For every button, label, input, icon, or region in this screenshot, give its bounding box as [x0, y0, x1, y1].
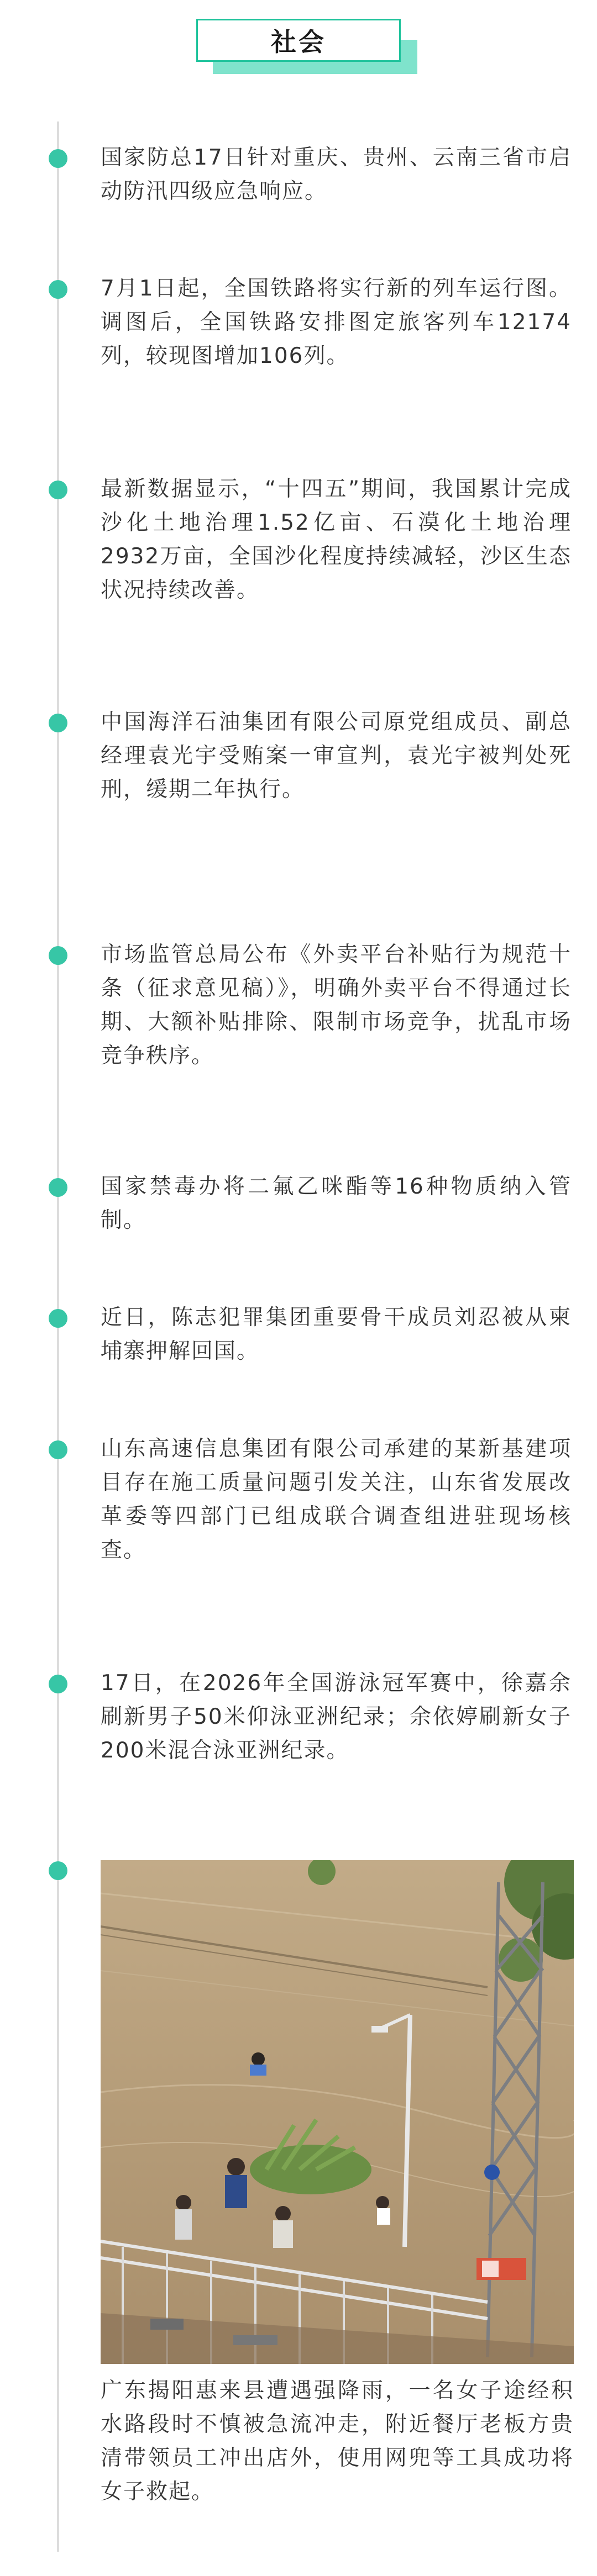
news-text: 国家禁毒办将二氟乙咪酯等16种物质纳入管制。: [101, 1174, 572, 1233]
timeline-dot: [49, 1675, 67, 1693]
timeline-dot: [49, 280, 67, 299]
news-text: 国家防总17日针对重庆、贵州、云南三省市启动防汛四级应急响应。: [101, 145, 572, 204]
news-text: 市场监管总局公布《外卖平台补贴行为规范十条（征求意见稿）》，明确外卖平台不得通过长期、大额补贴排除、限制市场竞争，扰乱市场竞争秩序。: [101, 942, 572, 1068]
timeline-dot: [49, 1178, 67, 1197]
header-box: [196, 19, 401, 62]
news-text: 山东高速信息集团有限公司承建的某新基建项目存在施工质量问题引发关注，山东省发展改革委等四部门已组成联合调查组进驻现场核查。: [101, 1437, 572, 1563]
flood-rescue-photo: [101, 1860, 574, 2364]
flood-photo-illustration: [101, 1860, 574, 2364]
news-text: 最新数据显示，“十四五”期间，我国累计完成沙化土地治理1.52亿亩、石漠化土地治理2932万亩，全国沙化程度持续减轻，沙区生态状况持续改善。: [101, 477, 572, 603]
timeline-dot: [49, 946, 67, 965]
timeline-dot: [49, 1861, 67, 1880]
timeline-dot: [49, 714, 67, 732]
news-text: 17日，在2026年全国游泳冠军赛中，徐嘉余刷新男子50米仰泳亚洲纪录；余依婷刷新女子200米混合泳亚洲纪录。: [101, 1671, 572, 1763]
section-header: [0, 0, 597, 83]
timeline-dot: [49, 1309, 67, 1328]
photo-caption: 广东揭阳惠来县遭遇强降雨，一名女子途经积水路段时不慎被急流冲走，附近餐厅老板方贵清带领员工冲出店外，使用网兜等工具成功将女子救起。: [101, 2378, 574, 2504]
section-title: 社会: [271, 27, 326, 57]
news-text: 近日，陈志犯罪集团重要骨干成员刘忍被从柬埔寨押解回国。: [101, 1305, 572, 1364]
news-text: 7月1日起，全国铁路将实行新的列车运行图。调图后，全国铁路安排图定旅客列车12174列，较现图增加106列。: [101, 276, 572, 368]
timeline-dot: [49, 481, 67, 499]
timeline-dot: [49, 1440, 67, 1459]
news-text: 中国海洋石油集团有限公司原党组成员、副总经理袁光宇受贿案一审宣判，袁光宇被判处死刑，缓期二年执行。: [101, 710, 572, 802]
timeline-dot: [49, 149, 67, 168]
